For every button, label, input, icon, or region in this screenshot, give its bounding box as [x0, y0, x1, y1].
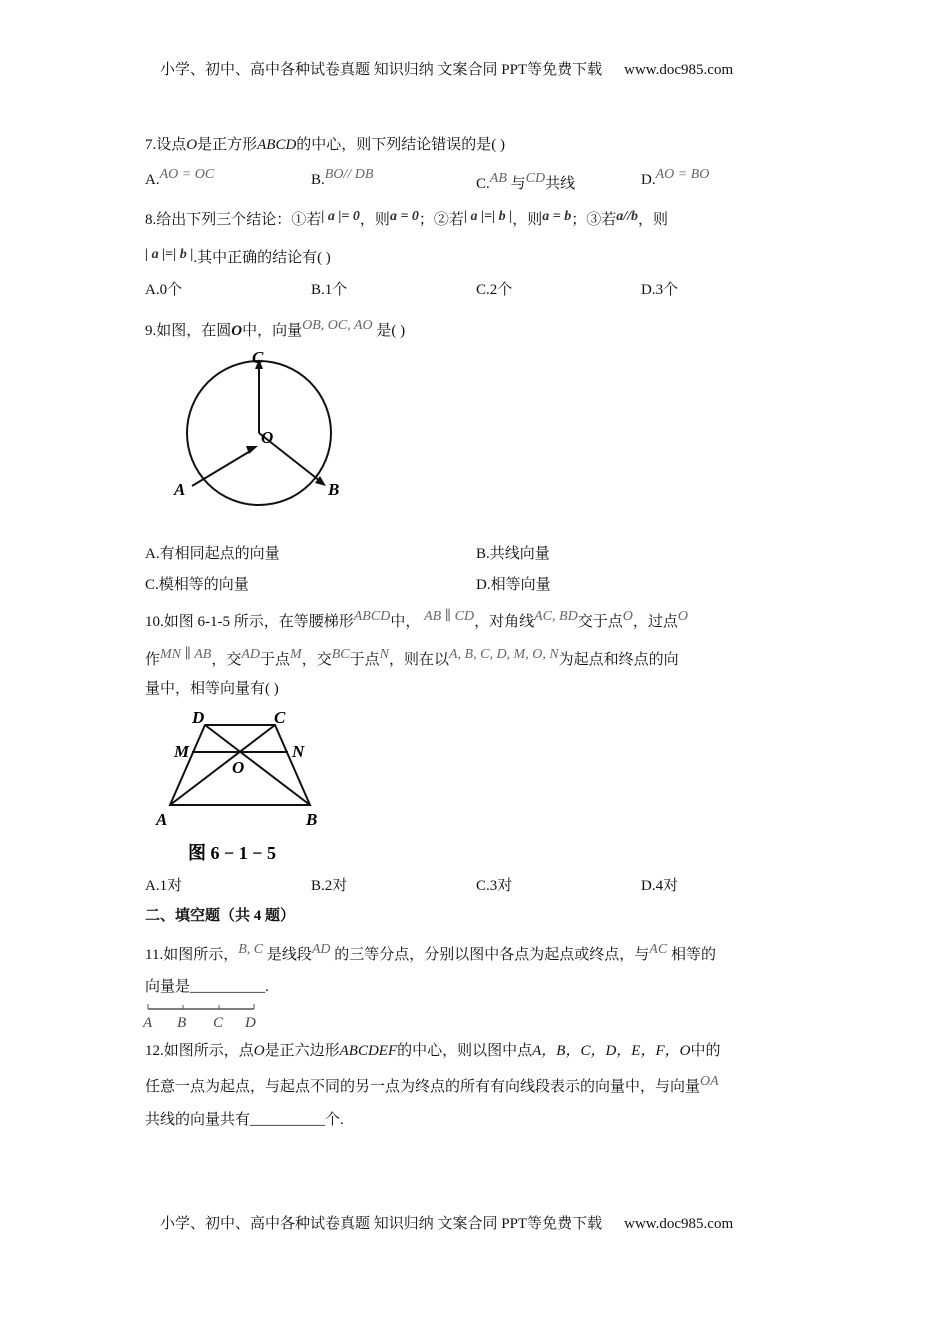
text: 10.如图 6-1-5 所示，在等腰梯形 — [145, 614, 354, 630]
text: B — [177, 1015, 187, 1030]
text: 的中心，则以图中点 — [397, 1043, 533, 1059]
text: 9.如图，在圆 — [145, 323, 232, 339]
text: a//b — [616, 209, 639, 224]
section-heading: 二、填空题（共 4 题） — [145, 908, 296, 924]
text: 与 — [510, 176, 526, 192]
question-11 — [145, 943, 716, 964]
question-7 — [145, 133, 505, 154]
text: 是正六边形 — [264, 1043, 340, 1059]
q7-text: 的中心，则下列结论错误的是( ) — [296, 137, 506, 153]
label-o: O — [232, 758, 245, 777]
text: AB ∥ CD — [424, 609, 475, 624]
question-12 — [145, 1039, 720, 1060]
q10-option-b: B.2对 — [311, 878, 348, 894]
text: | a |=| b | — [463, 209, 513, 224]
label-a: A — [156, 810, 168, 829]
text: AO = BO — [655, 167, 710, 182]
page-footer — [160, 1212, 733, 1233]
text: M — [290, 647, 302, 662]
text: BC — [331, 647, 350, 662]
q7-text: 7.设点 — [145, 137, 187, 153]
text: 中，向量 — [242, 323, 303, 339]
text: A. — [145, 172, 160, 188]
q10-option-a: A.1对 — [145, 878, 183, 894]
q9-option-b: B.共线向量 — [476, 546, 550, 562]
text: D. — [641, 172, 656, 188]
text: ，则 — [512, 212, 543, 228]
label-m: M — [174, 742, 190, 761]
q7-option-a — [145, 167, 215, 189]
text: 交于点 — [577, 614, 623, 630]
question-8 — [145, 208, 668, 229]
text: BO// DB — [324, 167, 374, 182]
text: ABCD — [353, 609, 391, 624]
text: CD — [525, 171, 546, 186]
text: ，交 — [211, 652, 242, 668]
text: ，则在以 — [388, 652, 449, 668]
text: O — [677, 609, 688, 624]
q9-option-a: A.有相同起点的向量 — [145, 546, 280, 562]
header-url[interactable]: www.doc985.com — [624, 62, 734, 78]
question-12-blank[interactable]: 共线的向量共有__________个. — [145, 1112, 344, 1128]
text: AC — [649, 942, 668, 957]
text: OA — [700, 1074, 719, 1089]
q7-option-d — [641, 167, 710, 189]
text: 中的 — [690, 1043, 721, 1059]
text: AC, BD — [534, 609, 578, 624]
footer-text: 小学、初中、高中各种试卷真题 知识归纳 文案合同 PPT等免费下载 — [160, 1216, 603, 1232]
label-b: B — [306, 810, 318, 829]
text: 是线段 — [266, 947, 312, 963]
text: 的三等分点，分别以图中各点为起点或终点，与 — [334, 947, 650, 963]
q9-option-d: D.相等向量 — [476, 577, 551, 593]
text: O — [622, 609, 633, 624]
text: C. — [476, 176, 490, 192]
text: 为起点和终点的向 — [558, 652, 679, 668]
text: C — [213, 1015, 224, 1030]
text: A, B, C, D, M, O, N — [449, 647, 559, 662]
text: a = 0 — [389, 209, 419, 224]
q9-option-c: C.模相等的向量 — [145, 577, 249, 593]
label-b: B — [328, 480, 340, 499]
question-9 — [145, 319, 405, 340]
question-10-cont2: 量中，相等向量有( ) — [145, 681, 279, 697]
text: 12.如图所示，点 — [145, 1043, 254, 1059]
text: a = b — [542, 209, 572, 224]
text: | a |=| b | — [145, 247, 194, 262]
text: ，过点 — [632, 614, 678, 630]
q10-option-d: D.4对 — [641, 878, 679, 894]
text: OB, OC, AO — [302, 318, 373, 333]
header-text: 小学、初中、高中各种试卷真题 知识归纳 文案合同 PPT等免费下载 — [160, 62, 603, 78]
text: ，则 — [359, 212, 390, 228]
text: 于点 — [260, 652, 291, 668]
text: B. — [311, 172, 325, 188]
text: 于点 — [349, 652, 380, 668]
page-header — [160, 58, 733, 79]
text: .其中正确的结论有( ) — [193, 250, 331, 266]
q8-option-c: C.2个 — [476, 282, 513, 298]
text: A — [143, 1015, 153, 1030]
circle-vector-figure — [170, 345, 360, 515]
q10-option-c: C.3对 — [476, 878, 513, 894]
text: ；③若 — [571, 212, 617, 228]
q7-option-b — [311, 167, 374, 189]
question-10-cont — [145, 648, 679, 669]
text: O — [231, 323, 243, 339]
figure-caption: 图 6 − 1 − 5 — [188, 843, 277, 863]
footer-url[interactable]: www.doc985.com — [624, 1216, 734, 1232]
text: 是( ) — [376, 323, 406, 339]
text: | a |= 0 — [321, 209, 360, 224]
question-8-cont — [145, 246, 331, 267]
q7-text: 是正方形 — [197, 137, 258, 153]
text: 11.如图所示， — [145, 947, 239, 963]
text: 作 — [145, 652, 161, 668]
q8-option-b: B.1个 — [311, 282, 348, 298]
text: N — [379, 647, 389, 662]
q8-option-d: D.3个 — [641, 282, 679, 298]
text: ABCDEF — [339, 1043, 398, 1059]
text: 共线 — [545, 176, 576, 192]
text: ，则 — [638, 212, 669, 228]
label-o: O — [261, 428, 274, 447]
q8-option-a: A.0个 — [145, 282, 183, 298]
label-d: D — [192, 708, 205, 727]
text: A，B，C，D，E，F，O — [532, 1043, 691, 1059]
label-c: C — [252, 348, 264, 367]
question-11-blank[interactable]: 向量是__________. — [145, 979, 269, 995]
question-10 — [145, 610, 688, 631]
text: D — [245, 1015, 256, 1030]
label-n: N — [292, 742, 305, 761]
q7-var: ABCD — [257, 137, 297, 153]
text: B, C — [238, 942, 264, 957]
q7-var: O — [186, 137, 198, 153]
text: MN ∥ AB — [160, 647, 212, 662]
trapezoid-figure — [150, 705, 330, 865]
text: AD — [241, 647, 261, 662]
label-c: C — [274, 708, 286, 727]
label-a: A — [174, 480, 186, 499]
segment-figure — [142, 1000, 272, 1030]
text: AD — [311, 942, 331, 957]
text: ，交 — [301, 652, 332, 668]
text: AB — [489, 171, 507, 186]
question-12-cont — [145, 1075, 719, 1096]
text: ，对角线 — [474, 614, 535, 630]
q7-option-c — [476, 172, 575, 193]
text: ；②若 — [418, 212, 464, 228]
text: 中， — [390, 614, 421, 630]
text: AO = OC — [159, 167, 215, 182]
text: O — [253, 1043, 265, 1059]
text: 任意一点为起点，与起点不同的另一点为终点的所有有向线段表示的向量中，与向量 — [145, 1079, 701, 1095]
text: 8.给出下列三个结论：①若 — [145, 212, 322, 228]
text: 相等的 — [670, 947, 716, 963]
